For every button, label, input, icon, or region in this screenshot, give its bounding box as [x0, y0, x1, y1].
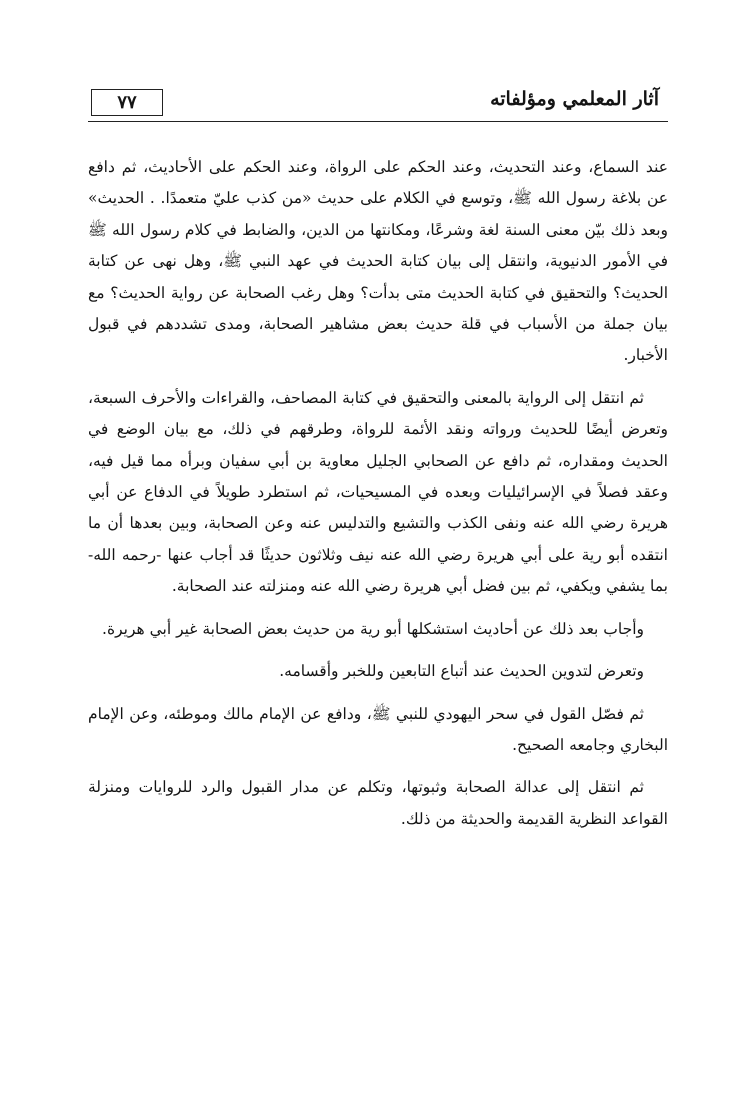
paragraph: وتعرض لتدوين الحديث عند أتباع التابعين وللخبر وأقسامه.	[279, 662, 644, 681]
paragraph: ثم فصّل القول في سحر اليهودي للنبي ﷺ، ودافع عن الإمام مالك وموطئه، وعن الإمام البخاري وجامعه الصحيح.	[88, 704, 668, 754]
paragraph: وأجاب بعد ذلك عن أحاديث استشكلها أبو رية من حديث بعض الصحابة غير أبي هريرة.	[102, 619, 644, 638]
paragraph: عند السماع، وعند التحديث، وعند الحكم على الرواة، وعند الحكم على الأحاديث، ثم دافع عن بلاغة رسول الله ﷺ، وتوسع في الكلام على حديث «من كذب عليّ متعمدًا. . الحديث» وبعد ذلك بيّن معنى السنة لغة وشرعًا، ومكانتها من الدين، والضابط في كلام رسول الله ﷺ في الأمور الدنيوية، وانتقل إلى بيان كتابة الحديث في عهد النبي ﷺ، وهل نهى عن كتابة الحديث؟ والتحقيق في كتابة الحديث متى بدأت؟ وهل رغب الصحابة عن رواية الحديث؟ مع بيان جملة من الأسباب في قلة حديث بعض مشاهير الصحابة، ومدى تشددهم في قبول الأخبار.	[88, 158, 668, 365]
paragraph: ثم انتقل إلى عدالة الصحابة وثبوتها، وتكلم عن مدار القبول والرد للروايات ومنزلة القواعد النظرية القديمة والحديثة من ذلك.	[88, 778, 668, 828]
header-divider	[88, 121, 668, 122]
page-number: ٧٧	[91, 89, 163, 116]
paragraph: ثم انتقل إلى الرواية بالمعنى والتحقيق في كتابة المصاحف، والقراءات والأحرف السبعة، وتعرض أيضًا للحديث ورواته ونقد الأئمة للرواة، وطرقهم في ذلك، مع بيان الوضع في الحديث ومقداره، ثم دافع عن الصحابي الجليل معاوية بن أبي سفيان وبرأه مما قيل فيه، وعقد فصلاً في الإسرائيليات وبعده في المسيحيات، ثم استطرد طويلاً في الدفاع عن أبي هريرة رضي الله عنه ونفى الكذب والتشيع والتدليس عنه وعن الصحابة، وبين بعدها أن ما انتقده أبو رية على أبي هريرة رضي الله عنه نيف وثلاثون حديثًا قد أجاب عنها -رحمه الله- بما يشفي ويكفي، ثم بين فضل أبي هريرة رضي الله عنه ومنزلته عند الصحابة.	[88, 388, 668, 596]
running-header-title: آثار المعلمي ومؤلفاته	[490, 88, 659, 110]
body-text	[88, 152, 668, 846]
